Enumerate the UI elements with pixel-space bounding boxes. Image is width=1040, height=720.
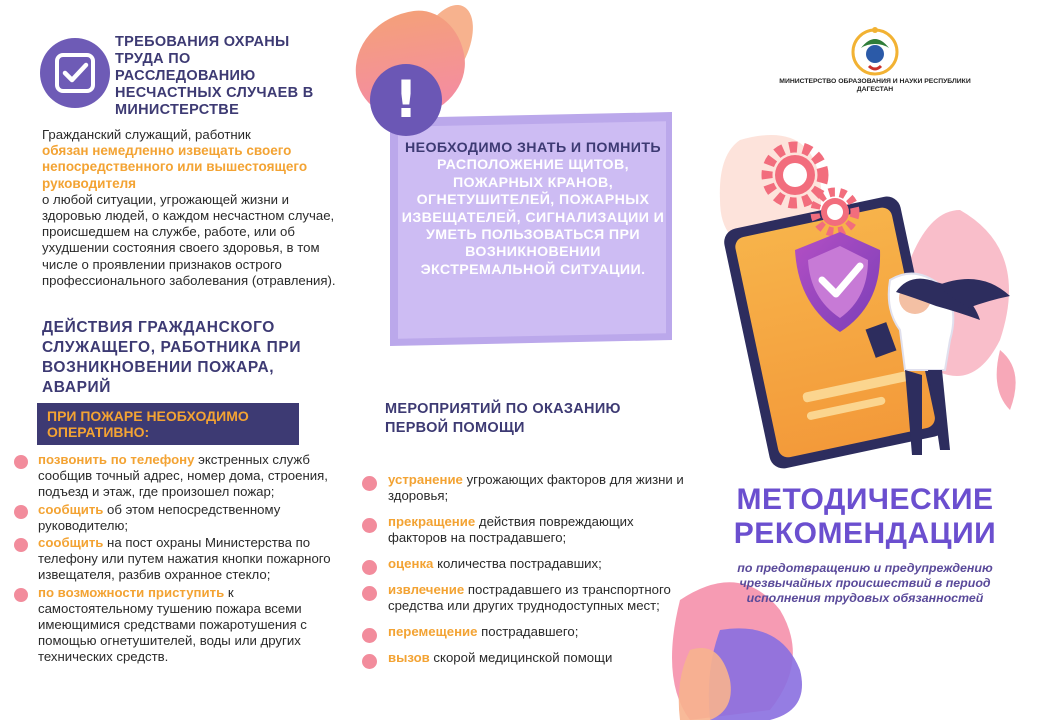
emblem-icon [847, 22, 903, 78]
illustration [700, 100, 1040, 470]
list-item: сообщить об этом непосредственному руководителю; [14, 502, 344, 534]
checkmark-badge [40, 38, 110, 108]
fire-box: ПРИ ПОЖАРЕ НЕОБХОДИМО ОПЕРАТИВНО: [37, 403, 299, 445]
bullet-dot [14, 505, 28, 519]
intro-highlight: обязан немедленно извещать своего непосредственного или вышестоящего руководителя [42, 143, 308, 191]
requirements-title: ТРЕБОВАНИЯ ОХРАНЫ ТРУДА ПО РАССЛЕДОВАНИЮ НЕСЧАСТНЫХ СЛУЧАЕВ В МИНИСТЕРСТВЕ [115, 34, 314, 118]
list-item: прекращение действия повреждающих факторов на пострадавшего; [362, 514, 692, 546]
list-item: оценка количества пострадавших; [362, 556, 692, 572]
ministry-name: МИНИСТЕРСТВО ОБРАЗОВАНИЯ И НАУКИ РЕСПУБЛИКИ ДАГЕСТАН [779, 78, 971, 93]
checkmark-icon [40, 38, 110, 108]
bullet-dot [362, 628, 377, 643]
intro-start: Гражданский служащий, работник [42, 127, 251, 142]
list-item: извлечение пострадавшего из транспортного средства или других труднодоступных мест; [362, 582, 692, 614]
requirements-intro [42, 127, 342, 289]
list-item: сообщить на пост охраны Министерства по телефону или путем нажатия кнопки пожарного извещателя, разбив охранное стекло; [14, 535, 344, 584]
list-item: вызов скорой медицинской помощи [362, 650, 692, 666]
bullet-dot [362, 476, 377, 491]
subtitle: по предотвращению и предупреждению чрезвычайных происшествий в период исполнения трудовых обязанностей [737, 561, 993, 605]
main-title: МЕТОДИЧЕСКИЕ РЕКОМЕНДАЦИИ [733, 483, 997, 550]
bullet-dot [362, 518, 377, 533]
list-item: по возможности приступить к самостоятельному тушению пожара всеми имеющимися средствами пожаротушения с помощью огнетушителей, воды или других технических средств. [14, 585, 344, 666]
list-item: позвонить по телефону экстренных служб сообщив точный адрес, номер дома, строения, подъезд и этаж, где произошел пожар; [14, 452, 344, 501]
intro-rest: о любой ситуации, угрожающей жизни и здоровью людей, о каждом несчастном случае, происшедшем на службе, работе, или об ухудшении состояния своего здоровья, в том числе о проявлении признаков острого профессионального заболевания (отравления). [42, 191, 336, 288]
bullet-dot [362, 654, 377, 669]
gear-icon [815, 192, 855, 232]
bullet-dot [14, 538, 28, 552]
bullet-dot [14, 455, 28, 469]
bullet-dot [362, 560, 377, 575]
exclamation-icon: ! [370, 64, 442, 136]
notice-text: НЕОБХОДИМО ЗНАТЬ И ПОМНИТЬ РАСПОЛОЖЕНИЕ ЩИТОВ, ПОЖАРНЫХ КРАНОВ, ОГНЕТУШИТЕЛЕЙ, ПОЖАРНЫХ ИЗВЕЩАТЕЛЕЙ, СИГНАЛИЗАЦИИ И УМЕТЬ ПОЛЬЗОВАТЬСЯ ПРИ ВОЗНИКНОВЕНИИ ЭКСТРЕМАЛЬНОЙ СИТУАЦИИ. [401, 140, 665, 278]
bullet-dot [362, 586, 377, 601]
first-aid-title: МЕРОПРИЯТИЙ ПО ОКАЗАНИЮ ПЕРВОЙ ПОМОЩИ [385, 401, 621, 436]
decor-leaf [997, 350, 1016, 410]
actions-title: ДЕЙСТВИЯ ГРАЖДАНСКОГО СЛУЖАЩЕГО, РАБОТНИКА ПРИ ВОЗНИКНОВЕНИИ ПОЖАРА, АВАРИЙ [42, 319, 302, 396]
list-item: устранение угрожающих факторов для жизни и здоровья; [362, 472, 692, 504]
list-item: перемещение пострадавшего; [362, 624, 692, 640]
fire-actions-list [14, 452, 344, 667]
first-aid-list [362, 472, 692, 666]
bullet-dot [14, 588, 28, 602]
